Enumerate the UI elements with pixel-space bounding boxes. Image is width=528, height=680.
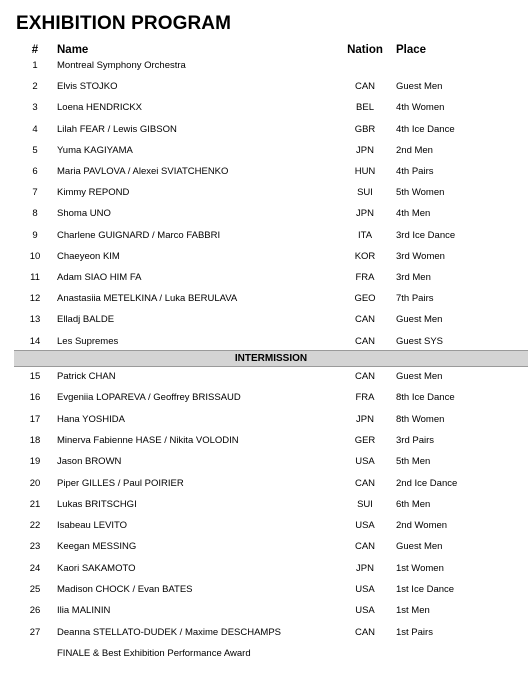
program-row: [0, 560, 528, 578]
program-row: [0, 269, 528, 287]
entry-number: 7: [32, 187, 38, 199]
entry-number: 4: [32, 123, 38, 135]
entry-name: Minerva Fabienne HASE / Nikita VOLODIN: [57, 434, 239, 446]
entry-place: 1st Pairs: [396, 626, 433, 638]
page-title: EXHIBITION PROGRAM: [16, 13, 232, 34]
entry-place: Guest Men: [396, 371, 443, 382]
entry-name: Hana YOSHIDA: [57, 413, 125, 425]
entry-name: Charlene GUIGNARD / Marco FABBRI: [57, 229, 221, 241]
entry-nation: CAN: [354, 335, 376, 347]
header-name: Name: [57, 44, 89, 56]
entry-nation: USA: [355, 584, 375, 595]
entry-number: 13: [29, 314, 41, 326]
entry-place: 3rd Pairs: [396, 434, 435, 446]
entry-nation: CAN: [354, 371, 376, 382]
entry-number: 17: [29, 413, 41, 425]
entry-name: Deanna STELLATO-DUDEK / Maxime DESCHAMPS: [57, 626, 282, 638]
entry-number: 23: [29, 541, 41, 553]
entry-number: 11: [30, 272, 40, 283]
entry-place: 5th Women: [396, 187, 445, 199]
entry-number: 6: [32, 166, 38, 177]
entry-name: Evgeniia LOPAREVA / Geoffrey BRISSAUD: [57, 392, 241, 404]
entry-place: 1st Men: [396, 605, 430, 617]
entry-number: 19: [29, 456, 41, 468]
entry-name: Maria PAVLOVA / Alexei SVIATCHENKO: [57, 166, 229, 177]
program-row: [0, 163, 528, 181]
header-nation: Nation: [347, 44, 383, 56]
entry-nation: JPN: [356, 562, 374, 574]
entry-number: 22: [29, 520, 41, 532]
entry-number: 9: [32, 229, 38, 241]
entry-name: Loena HENDRICKX: [57, 102, 143, 114]
program-row: [0, 602, 528, 620]
entry-number: 12: [29, 293, 41, 305]
program-row: [0, 581, 528, 599]
program-row: [0, 290, 528, 308]
program-row: [0, 205, 528, 223]
entry-name: Lukas BRITSCHGI: [57, 498, 137, 510]
program-row: [0, 78, 528, 96]
entry-place: 2nd Ice Dance: [396, 477, 458, 489]
entry-name: Kaori SAKAMOTO: [57, 562, 136, 574]
entry-number: 26: [29, 605, 41, 617]
entry-name: Montreal Symphony Orchestra: [57, 60, 186, 71]
entry-place: 8th Women: [396, 413, 445, 425]
program-row: [0, 333, 528, 351]
entry-name: Yuma KAGIYAMA: [57, 144, 133, 156]
program-row: [0, 57, 528, 75]
entry-name: Adam SIAO HIM FA: [57, 272, 142, 283]
entry-number: 18: [29, 434, 41, 446]
entry-nation: SUI: [357, 498, 373, 510]
entry-nation: USA: [355, 520, 375, 532]
program-row: [0, 432, 528, 450]
entry-place: 4th Pairs: [396, 166, 434, 177]
entry-nation: JPN: [356, 144, 374, 156]
entry-place: 1st Ice Dance: [396, 584, 455, 595]
entry-nation: CAN: [354, 477, 376, 489]
entry-name: Elvis STOJKO: [57, 81, 118, 93]
program-row: [0, 227, 528, 245]
entry-number: 27: [29, 626, 41, 638]
entry-nation: BEL: [356, 102, 374, 114]
entry-nation: GER: [354, 434, 376, 446]
entry-number: 25: [29, 584, 41, 595]
entry-number: 8: [32, 208, 38, 220]
entry-place: 4th Ice Dance: [396, 123, 455, 135]
entry-number: 16: [29, 392, 41, 404]
entry-place: 2nd Women: [396, 520, 448, 532]
entry-nation: FRA: [355, 392, 375, 404]
entry-nation: JPN: [356, 413, 374, 425]
entry-place: Guest Men: [396, 314, 443, 326]
entry-place: 6th Men: [396, 498, 431, 510]
program-row: [0, 311, 528, 329]
entry-place: 8th Ice Dance: [396, 392, 455, 404]
entry-nation: JPN: [356, 208, 374, 220]
entry-place: Guest Men: [396, 81, 443, 93]
entry-number: 2: [32, 81, 38, 93]
entry-name: Isabeau LEVITO: [57, 520, 128, 532]
entry-name: Keegan MESSING: [57, 541, 137, 553]
entry-name: Madison CHOCK / Evan BATES: [57, 584, 193, 595]
entry-number: 21: [29, 498, 41, 510]
entry-nation: FRA: [355, 272, 375, 283]
entry-nation: ITA: [357, 229, 373, 241]
entry-nation: CAN: [354, 541, 376, 553]
entry-number: 15: [29, 371, 41, 382]
entry-name: Lilah FEAR / Lewis GIBSON: [57, 123, 177, 135]
entry-nation: CAN: [354, 81, 376, 93]
header-place: Place: [396, 44, 427, 56]
entry-place: 7th Pairs: [396, 293, 434, 305]
entry-number: 14: [29, 335, 41, 347]
entry-nation: GBR: [354, 123, 376, 135]
program-row: [0, 475, 528, 493]
entry-nation: KOR: [354, 250, 376, 262]
entry-place: Guest Men: [396, 541, 443, 553]
entry-nation: HUN: [354, 166, 376, 177]
program-row: [0, 496, 528, 514]
entry-place: 5th Men: [396, 456, 431, 468]
entry-nation: GEO: [354, 293, 376, 305]
entry-place: Guest SYS: [396, 335, 443, 347]
entry-place: 3rd Ice Dance: [396, 229, 456, 241]
entry-place: 1st Women: [396, 562, 444, 574]
entry-name: Patrick CHAN: [57, 371, 116, 382]
entry-nation: CAN: [354, 314, 376, 326]
program-row: [0, 99, 528, 117]
header-number: #: [31, 44, 39, 56]
entry-number: 10: [29, 250, 41, 262]
program-row: [0, 517, 528, 535]
entry-number: 5: [32, 144, 38, 156]
entry-name: Piper GILLES / Paul POIRIER: [57, 477, 184, 489]
entry-nation: SUI: [357, 187, 373, 199]
program-row: [0, 121, 528, 139]
entry-nation: CAN: [354, 626, 376, 638]
entry-name: Kimmy REPOND: [57, 187, 130, 199]
program-row: [0, 248, 528, 266]
program-row: [0, 184, 528, 202]
program-row: [0, 389, 528, 407]
entry-name: Ilia MALININ: [57, 605, 111, 617]
entry-name: Jason BROWN: [57, 456, 122, 468]
entry-number: 1: [32, 60, 38, 71]
entry-place: 2nd Men: [396, 144, 433, 156]
program-row: [0, 142, 528, 160]
entry-name: Elladj BALDE: [57, 314, 115, 326]
program-row: [0, 453, 528, 471]
entry-nation: USA: [355, 456, 375, 468]
entry-place: 4th Women: [396, 102, 445, 114]
finale-note: FINALE & Best Exhibition Performance Award: [57, 648, 251, 659]
entry-nation: USA: [355, 605, 375, 617]
entry-number: 3: [32, 102, 38, 114]
entry-name: Les Supremes: [57, 335, 119, 347]
entry-name: Chaeyeon KIM: [57, 250, 120, 262]
entry-name: Anastasiia METELKINA / Luka BERULAVA: [57, 293, 238, 305]
entry-place: 3rd Women: [396, 250, 445, 262]
program-row: [0, 624, 528, 642]
entry-place: 4th Men: [396, 208, 431, 220]
entry-number: 20: [29, 477, 41, 489]
program-row: [0, 368, 528, 386]
entry-name: Shoma UNO: [57, 208, 111, 220]
program-row: [0, 411, 528, 429]
intermission-bar: INTERMISSION: [14, 350, 528, 367]
entry-place: 3rd Men: [396, 272, 431, 283]
program-row: [0, 538, 528, 556]
entry-number: 24: [29, 562, 41, 574]
